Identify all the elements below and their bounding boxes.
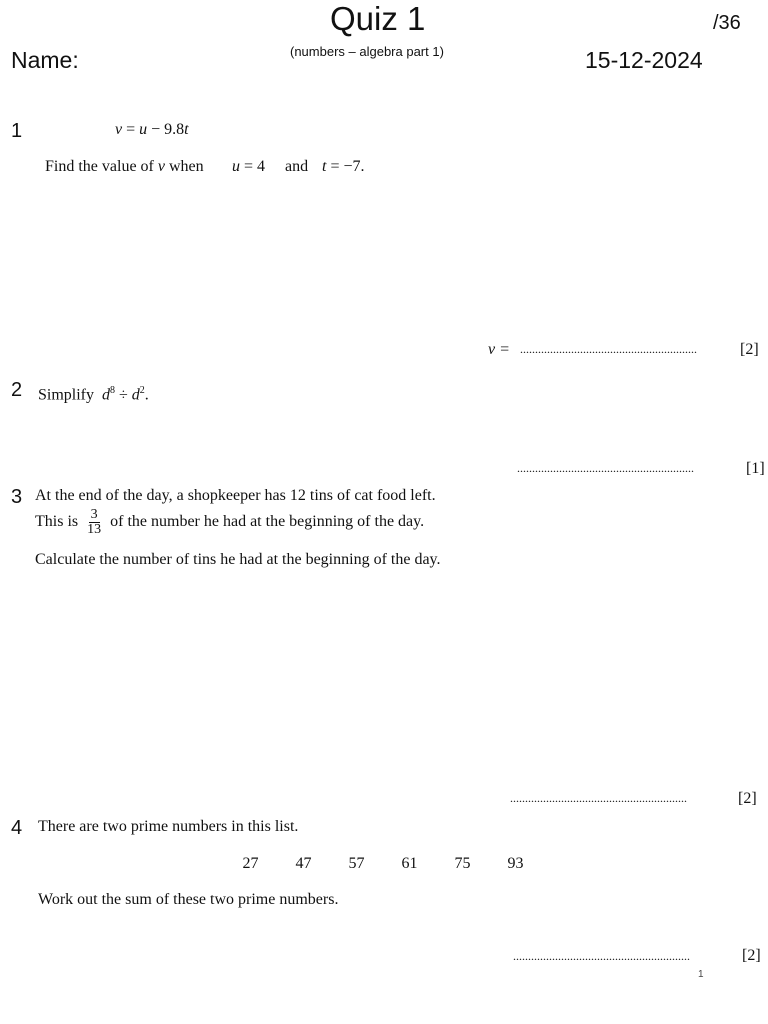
quiz-date: 15-12-2024 bbox=[585, 47, 703, 73]
question-2-text bbox=[38, 385, 149, 404]
q3-fraction-denominator: 13 bbox=[87, 522, 102, 537]
list-number: 61 bbox=[401, 855, 418, 872]
question-1-condition-t bbox=[322, 158, 365, 176]
quiz-title: Quiz 1 bbox=[330, 0, 426, 37]
question-4-number: 4 bbox=[11, 817, 23, 839]
prime-number-list bbox=[224, 855, 542, 873]
q2-exp-2: 2 bbox=[139, 385, 145, 396]
question-1-text bbox=[45, 158, 204, 176]
question-1-marks: [2] bbox=[740, 341, 759, 358]
total-score: /36 bbox=[713, 12, 741, 34]
list-number: 27 bbox=[242, 855, 259, 872]
q1-text-prefix: Find the value of bbox=[45, 158, 158, 175]
question-1-number: 1 bbox=[11, 120, 23, 142]
list-number: 57 bbox=[348, 855, 365, 872]
q1-text-when: when bbox=[164, 158, 204, 175]
question-4-marks: [2] bbox=[742, 947, 761, 964]
question-1-formula bbox=[115, 121, 189, 139]
formula-coef: 9.8 bbox=[164, 121, 185, 138]
q2-exp-1: 8 bbox=[110, 385, 116, 396]
question-4-line-1: There are two prime numbers in this list. bbox=[38, 818, 299, 835]
question-4-line-2: Work out the sum of these two prime numbers. bbox=[38, 891, 339, 908]
question-3-line-3: Calculate the number of tins he had at the beginning of the day. bbox=[35, 551, 441, 568]
list-number: 75 bbox=[454, 855, 471, 872]
question-3-line-1: At the end of the day, a shopkeeper has 12 tins of cat food left. bbox=[35, 487, 436, 504]
q1-cond-t-val: = −7. bbox=[326, 158, 365, 175]
quiz-subtitle: (numbers – algebra part 1) bbox=[290, 44, 444, 59]
q3-fraction-numerator: 3 bbox=[90, 507, 98, 522]
question-1-answer-label: v = bbox=[488, 341, 510, 358]
question-4-answer-line[interactable]: ........................................................... bbox=[513, 949, 690, 963]
question-3-number: 3 bbox=[11, 486, 23, 508]
question-2-number: 2 bbox=[11, 379, 23, 401]
name-label: Name: bbox=[11, 47, 79, 73]
q2-period: . bbox=[144, 386, 149, 404]
question-1-answer-line[interactable]: ........................................................... bbox=[520, 342, 697, 356]
q2-divide: ÷ bbox=[115, 386, 132, 404]
question-3-line-2 bbox=[35, 508, 424, 537]
q1-text-var: v bbox=[157, 158, 165, 175]
formula-u: u bbox=[139, 121, 148, 138]
q3-line2-prefix: This is bbox=[35, 513, 79, 531]
question-3-answer-line[interactable]: ........................................................... bbox=[510, 791, 687, 805]
question-1-and: and bbox=[285, 158, 309, 175]
question-1-condition-u bbox=[232, 158, 265, 176]
question-3-marks: [2] bbox=[738, 790, 757, 807]
q3-line2-suffix: of the number he had at the beginning of the day. bbox=[110, 513, 425, 531]
q1-cond-t-var: t bbox=[322, 158, 327, 175]
list-number: 47 bbox=[295, 855, 312, 872]
q2-base-1: d bbox=[102, 386, 111, 404]
page-number: 1 bbox=[698, 969, 704, 980]
formula-eq: = bbox=[122, 121, 140, 138]
list-number: 93 bbox=[507, 855, 524, 872]
q1-cond-u-var: u bbox=[232, 158, 240, 175]
formula-minus: − bbox=[147, 121, 165, 138]
question-2-marks: [1] bbox=[746, 460, 765, 477]
q2-base-2: d bbox=[131, 386, 140, 404]
question-2-answer-line[interactable]: ........................................................... bbox=[517, 461, 694, 475]
q2-simplify: Simplify bbox=[38, 386, 95, 404]
q1-cond-u-val: = 4 bbox=[240, 158, 266, 175]
formula-t: t bbox=[184, 121, 189, 138]
formula-v: v bbox=[115, 121, 123, 138]
q3-fraction bbox=[85, 508, 103, 537]
